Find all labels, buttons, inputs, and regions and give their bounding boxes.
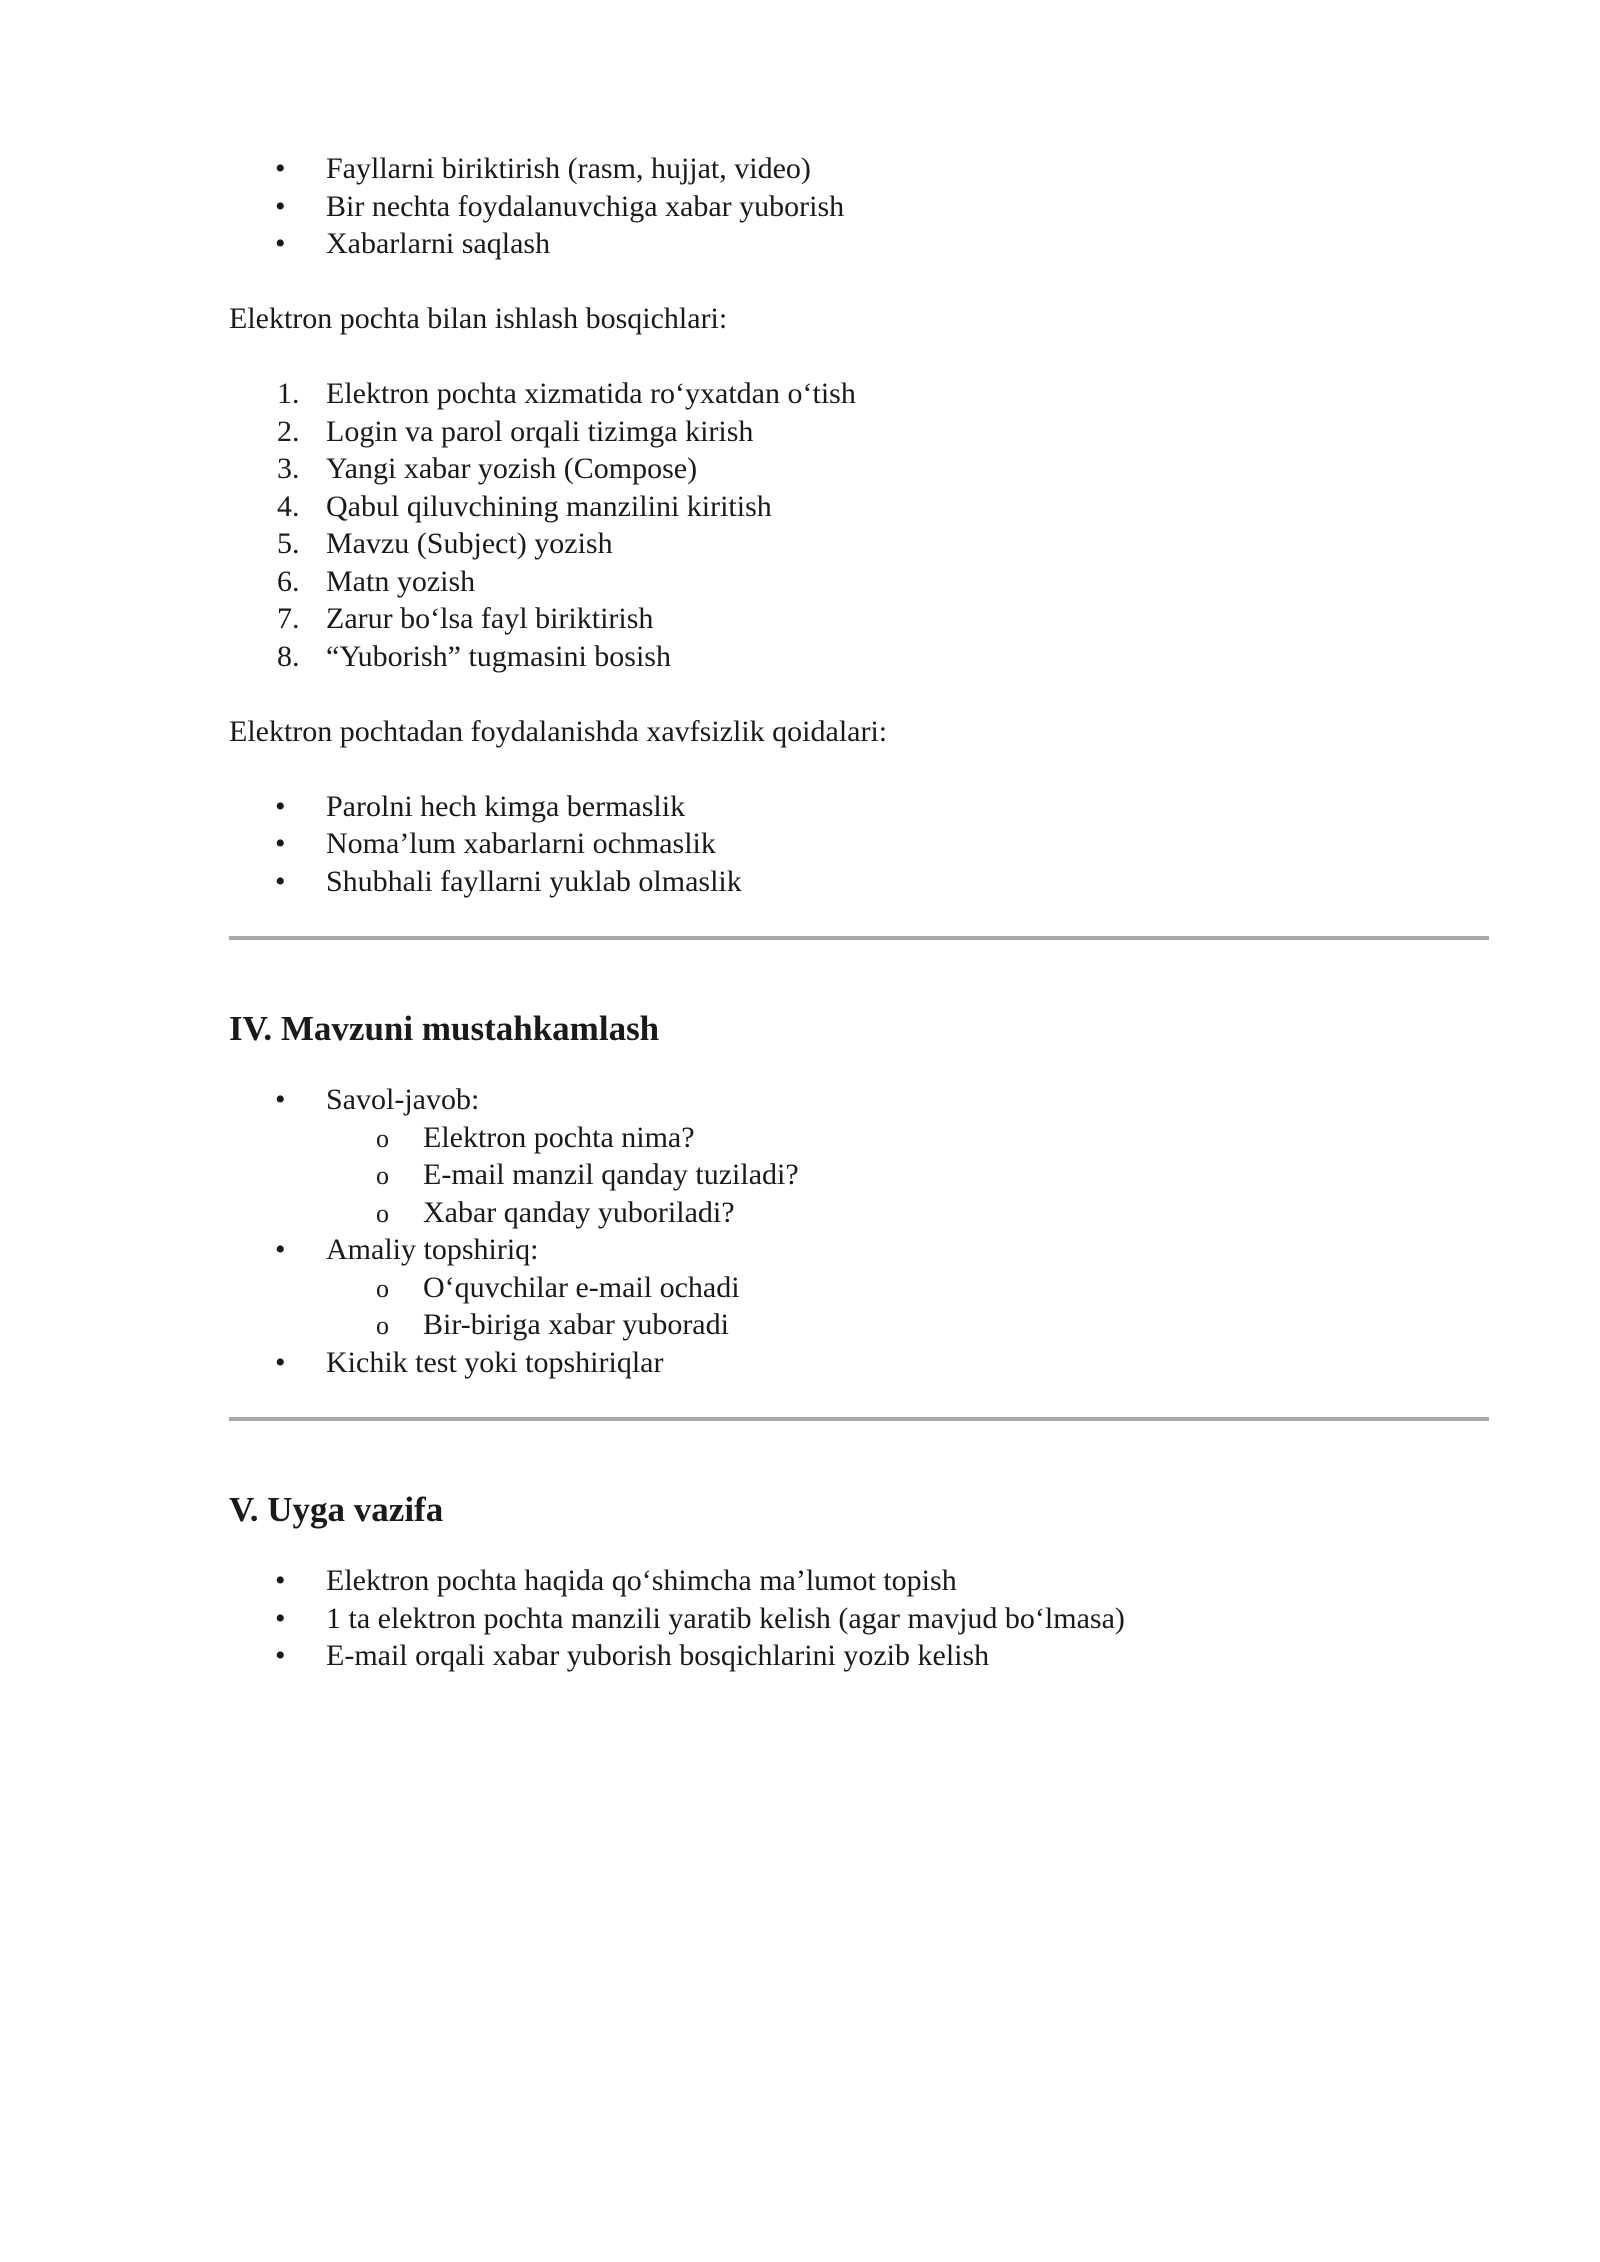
list-item — [229, 525, 1489, 563]
list-item: • Elektron pochta haqida qo‘shimcha ma’lumot topish — [229, 1562, 1489, 1600]
practice-sublist — [229, 1269, 1489, 1344]
features-list — [229, 150, 1489, 263]
safety-heading: Elektron pochtadan foydalanishda xavfsizlik qoidalari: — [229, 714, 888, 748]
sublist-text: Xabar qanday yuboriladi? — [423, 1195, 735, 1229]
section-title: IV. Mavzuni mustahkamlash — [229, 1009, 660, 1048]
list-item — [229, 1231, 1489, 1344]
list-item — [229, 638, 1489, 676]
sublist-item — [229, 1269, 1489, 1307]
steps-heading: Elektron pochta bilan ishlash bosqichlari: — [229, 302, 728, 335]
list-item — [229, 1081, 1489, 1231]
sublist-item — [229, 1194, 1489, 1232]
step-number: 6. — [277, 564, 300, 598]
step-text: Qabul qiluvchining manzilini kiritish — [326, 489, 772, 523]
qa-sublist — [229, 1119, 1489, 1232]
list-item: • Shubhali fayllarni yuklab olmaslik — [229, 863, 1489, 901]
sublist-text: Elektron pochta nima? — [423, 1120, 695, 1154]
list-item: • Bir nechta foydalanuvchiga xabar yuborish — [229, 188, 1489, 226]
list-item: • Fayllarni biriktirish (rasm, hujjat, video) — [229, 150, 1489, 188]
step-text: Zarur bo‘lsa fayl biriktirish — [326, 602, 654, 635]
sublist-text: E-mail manzil qanday tuziladi? — [423, 1158, 799, 1191]
list-item: • Kichik test yoki topshiriqlar — [229, 1344, 1489, 1382]
step-text: Login va parol orqali tizimga kirish — [326, 414, 754, 448]
sub-marker: o — [376, 1273, 389, 1303]
step-number: 1. — [277, 377, 300, 410]
list-item — [229, 450, 1489, 488]
sublist-item — [229, 1306, 1489, 1344]
step-text: Matn yozish — [326, 564, 476, 598]
list-item: • Xabarlarni saqlash — [229, 225, 1489, 263]
list-item: • 1 ta elektron pochta manzili yaratib kelish (agar mavjud bo‘lmasa) — [229, 1600, 1489, 1638]
sublist-item — [229, 1119, 1489, 1157]
sublist-item — [229, 1156, 1489, 1194]
sub-marker: o — [376, 1161, 389, 1190]
section-title: V. Uyga vazifa — [229, 1490, 444, 1529]
list-item — [229, 413, 1489, 451]
list-item — [229, 488, 1489, 526]
sub-marker: o — [376, 1198, 389, 1228]
step-number: 3. — [277, 452, 300, 485]
document-page — [229, 150, 1489, 1675]
sublist-text: O‘quvchilar e-mail ochadi — [423, 1270, 740, 1304]
list-item: • Parolni hech kimga bermaslik — [229, 788, 1489, 826]
step-number: 4. — [277, 489, 300, 523]
list-item — [229, 375, 1489, 413]
step-number: 7. — [277, 602, 300, 635]
list-item — [229, 563, 1489, 601]
homework-list — [229, 1562, 1489, 1675]
step-text: Yangi xabar yozish (Compose) — [326, 452, 698, 485]
step-number: 5. — [277, 527, 300, 560]
practice-label: Amaliy topshiriq: — [326, 1233, 539, 1266]
step-text: Elektron pochta xizmatida ro‘yxatdan o‘tish — [326, 377, 856, 410]
list-item: • E-mail orqali xabar yuborish bosqichlarini yozib kelish — [229, 1637, 1489, 1675]
list-item: • Noma’lum xabarlarni ochmaslik — [229, 825, 1489, 863]
safety-list — [229, 788, 1489, 901]
step-number: 2. — [277, 414, 300, 448]
step-number: 8. — [277, 639, 300, 673]
reinforcement-list — [229, 1081, 1489, 1381]
qa-label: Savol-javob: — [326, 1083, 480, 1116]
step-text: “Yuborish” tugmasini bosish — [326, 639, 671, 673]
steps-list — [229, 375, 1489, 675]
sub-marker: o — [376, 1311, 389, 1340]
sub-marker: o — [376, 1123, 389, 1153]
step-text: Mavzu (Subject) yozish — [326, 527, 613, 560]
list-item — [229, 600, 1489, 638]
sublist-text: Bir-biriga xabar yuboradi — [423, 1308, 729, 1341]
